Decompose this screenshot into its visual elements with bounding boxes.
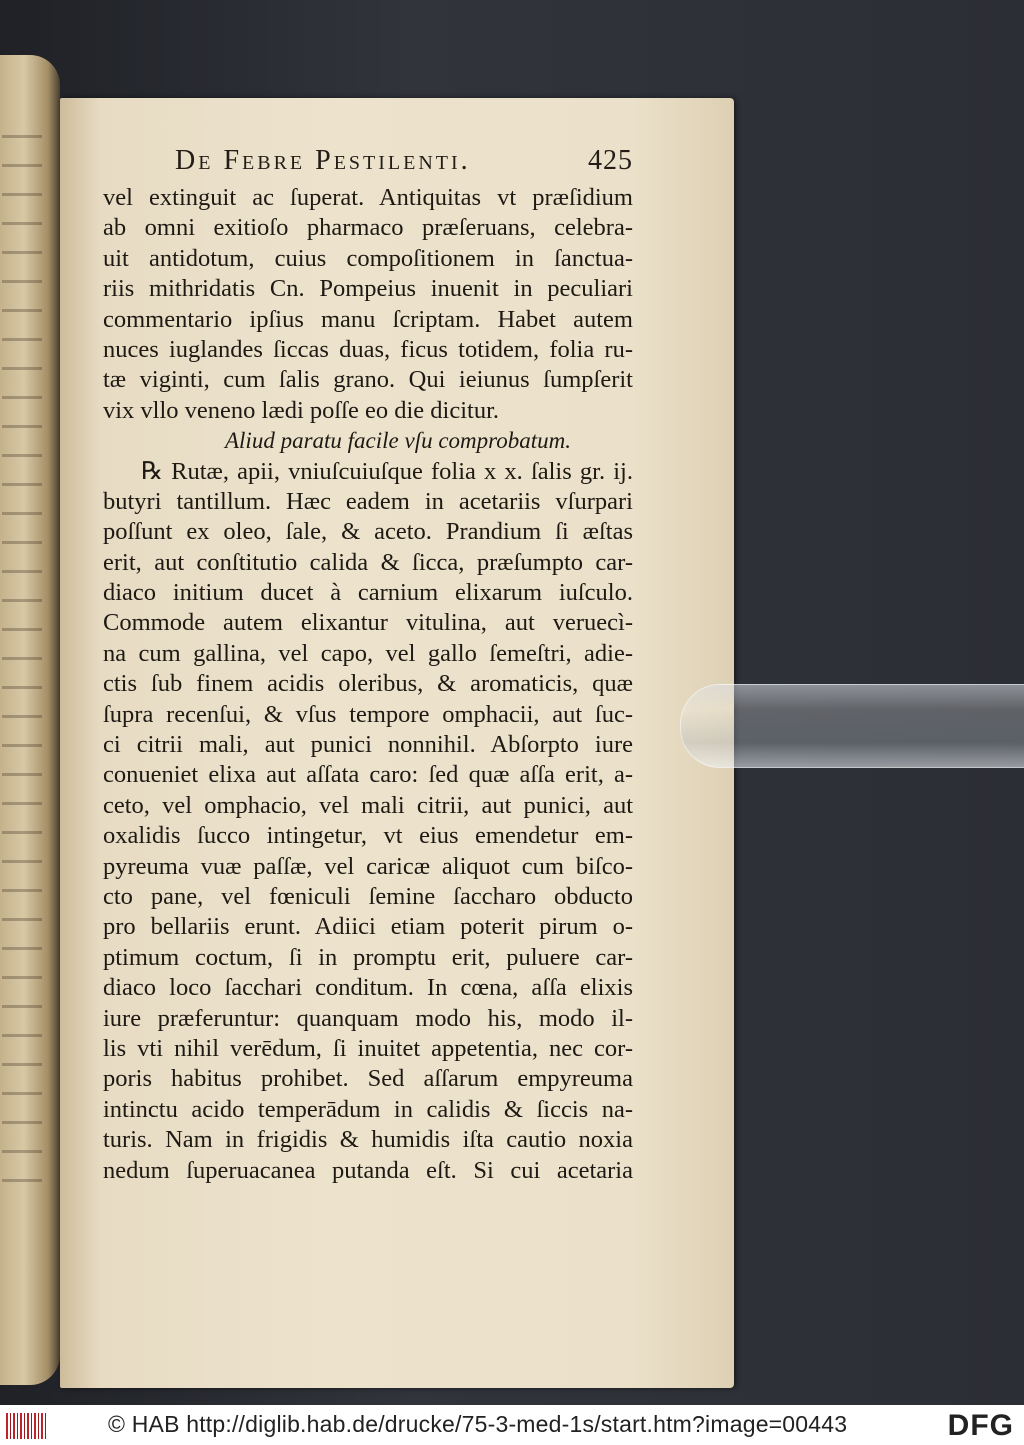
- section-heading: Aliud paratu facile vſu comprobatum.: [224, 428, 572, 454]
- text-line: turis. Nam in frigidis & humidis iſta cautio noxia: [103, 1126, 633, 1154]
- previous-page-edge: [0, 55, 60, 1385]
- text-line: nuces iuglandes ſiccas duas, ficus totidem, folia ru-: [103, 335, 633, 363]
- text-line: vix vllo veneno lædi poſſe eo die dicitur.: [103, 396, 500, 424]
- running-title: De Febre Pestilenti.: [175, 145, 471, 176]
- text-line: diaco loco ſacchari conditum. In cœna, aſſa elixis: [103, 974, 633, 1002]
- page-number: 425: [588, 145, 633, 176]
- text-line: oxalidis ſucco intingetur, vt eius emendetur em-: [103, 822, 633, 850]
- text-line: ctis ſub finem acidis oleribus, & aromaticis, quæ: [103, 670, 633, 698]
- text-line: commentario ipſius manu ſcriptam. Habet autem: [103, 305, 633, 333]
- text-line: butyri tantillum. Hæc eadem in acetariis vſurpari: [103, 487, 633, 515]
- text-line: ci citrii mali, aut punici nonnihil. Abſorpto iure: [103, 731, 633, 759]
- text-line: pyreuma vuæ paſſæ, vel caricæ aliquot cum biſco-: [103, 852, 633, 880]
- text-line: poſſunt ex oleo, ſale, & aceto. Prandium ſi æſtas: [103, 518, 633, 546]
- text-line: conueniet elixa aut aſſata caro: ſed quæ aſſa erit, a-: [103, 761, 633, 789]
- text-line: na cum gallina, vel capo, vel gallo ſemeſtri, adie-: [103, 639, 633, 667]
- text-line: iure præferuntur: quanquam modo his, modo il-: [103, 1004, 633, 1032]
- text-line: lis vti nihil verēdum, ſi inuitet appetentia, nec cor-: [103, 1034, 633, 1062]
- text-line: erit, aut conſtitutio calida & ſicca, præſumpto car-: [103, 548, 633, 576]
- footer-bar: [0, 1405, 1024, 1445]
- page-clip: [680, 684, 1024, 766]
- text-line: uit antidotum, cuius compoſitionem in ſanctua-: [103, 244, 633, 272]
- text-line: cto pane, vel fœniculi ſemine ſaccharo obducto: [103, 882, 633, 910]
- body-text: [103, 183, 633, 1186]
- text-line: poris habitus prohibet. Sed aſſarum empyreuma: [103, 1065, 633, 1093]
- text-line: riis mithridatis Cn. Pompeius inuenit in peculiari: [103, 275, 633, 303]
- text-line: ceto, vel omphacio, vel mali citrii, aut punici, aut: [103, 791, 633, 819]
- source-link[interactable]: © HAB http://diglib.hab.de/drucke/75-3-med-1s/start.htm?image=00443: [108, 1411, 848, 1437]
- text-line: ℞ Rutæ, apii, vniuſcuiuſque folia x x. ſalis gr. ij.: [141, 457, 633, 485]
- text-line: nedum ſuperuacanea putanda eſt. Si cui acetaria: [103, 1156, 633, 1184]
- text-line: vel extinguit ac ſuperat. Antiquitas vt præſidium: [103, 184, 633, 211]
- text-line: tæ viginti, cum ſalis grano. Qui ieiunus ſumpſerit: [103, 366, 633, 394]
- running-head: [175, 145, 633, 185]
- text-line: ptimum coctum, ſi in promptu erit, puluere car-: [103, 943, 633, 971]
- text-line: pro bellariis erunt. Adiici etiam poterit pirum o-: [103, 913, 633, 941]
- barcode-icon: [6, 1413, 46, 1439]
- text-line: intinctu acido temperādum in calidis & ſiccis na-: [103, 1095, 633, 1123]
- text-line: ab omni exitioſo pharmaco præſeruans, celebra-: [103, 214, 633, 242]
- text-line: ſupra recenſui, & vſus tempore omphacii, aut ſuc-: [103, 700, 633, 728]
- text-line: Commode autem elixantur vitulina, aut veruecì-: [103, 609, 633, 637]
- text-line: diaco initium ducet à carnium elixarum iuſculo.: [103, 579, 633, 607]
- dfg-logo: DFG: [947, 1409, 1014, 1442]
